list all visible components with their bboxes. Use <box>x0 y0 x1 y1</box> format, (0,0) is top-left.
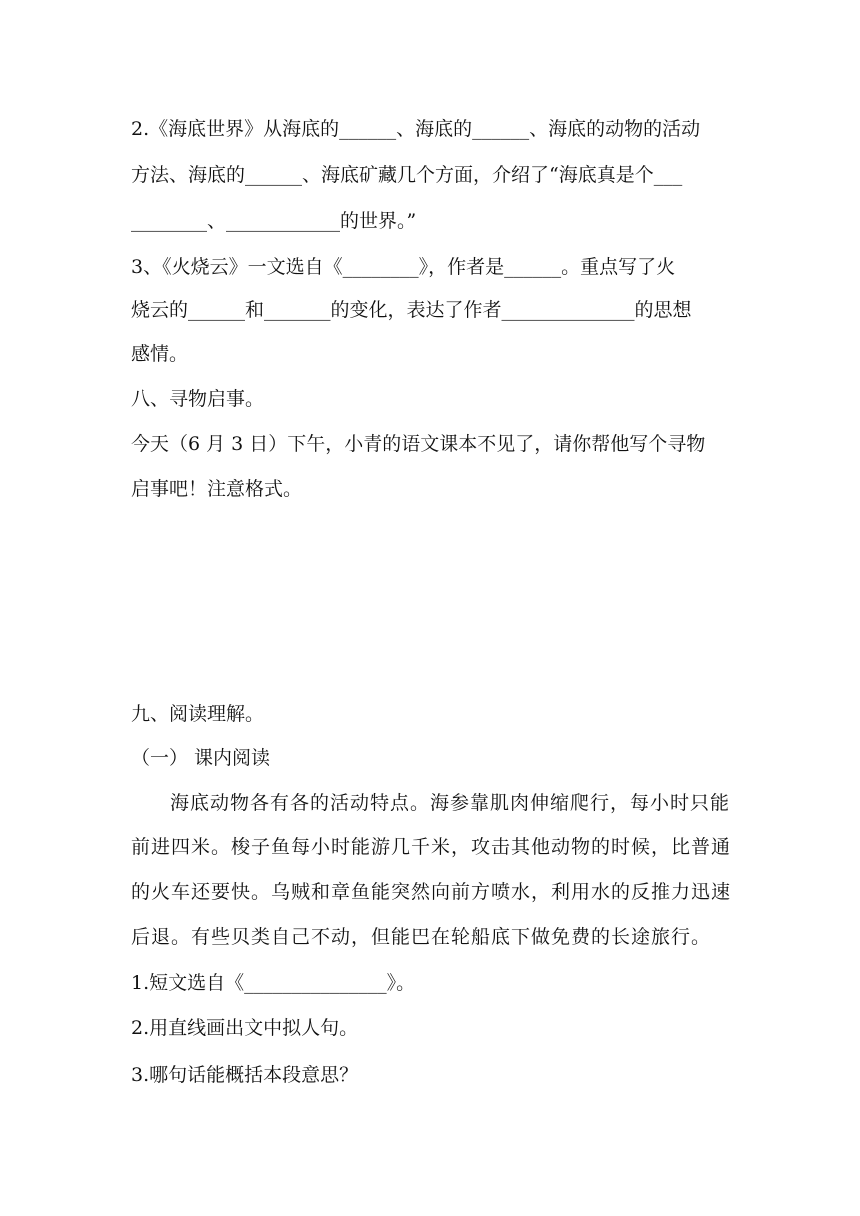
reading-question-1: 1.短文选自《_______________》。 <box>131 972 416 994</box>
question-2-line-2: 方法、海底的______、海底矿藏几个方面，介绍了“海底真是个___ <box>131 164 683 186</box>
question-3-line-1: 3、《火烧云》一文选自《________》，作者是______。重点写了火 <box>131 256 676 278</box>
section-8-prompt-line-2: 启事吧！注意格式。 <box>131 478 303 500</box>
question-3-line-3: 感情。 <box>131 343 189 365</box>
question-2-line-3: ________、____________的世界。” <box>131 210 417 232</box>
reading-question-2: 2.用直线画出文中拟人句。 <box>131 1017 359 1039</box>
passage-line-1: 海底动物各有各的活动特点。海参靠肌肉伸缩爬行，每小时只能 <box>170 792 731 814</box>
passage-line-4: 后退。有些贝类自己不动，但能巴在轮船底下做免费的长途旅行。 <box>131 926 712 948</box>
passage-line-2: 前进四米。梭子鱼每小时能游几千米，攻击其他动物的时候，比普通 <box>131 836 732 858</box>
passage-line-3: 的火车还要快。乌贼和章鱼能突然向前方喷水，利用水的反推力迅速 <box>131 881 732 903</box>
section-9-heading: 九、阅读理解。 <box>131 703 265 725</box>
subsection-heading: （一） 课内阅读 <box>131 747 271 769</box>
section-8-prompt-line-1: 今天（6 月 3 日）下午，小青的语文课本不见了，请你帮他写个寻物 <box>131 433 706 455</box>
reading-question-3: 3.哪句话能概括本段意思？ <box>131 1064 359 1086</box>
question-2-line-1: 2.《海底世界》从海底的______、海底的______、海底的动物的活动 <box>131 118 701 140</box>
question-3-line-2: 烧云的______和_______的变化，表达了作者______________的思想 <box>131 299 692 321</box>
section-8-heading: 八、寻物启事。 <box>131 388 265 410</box>
